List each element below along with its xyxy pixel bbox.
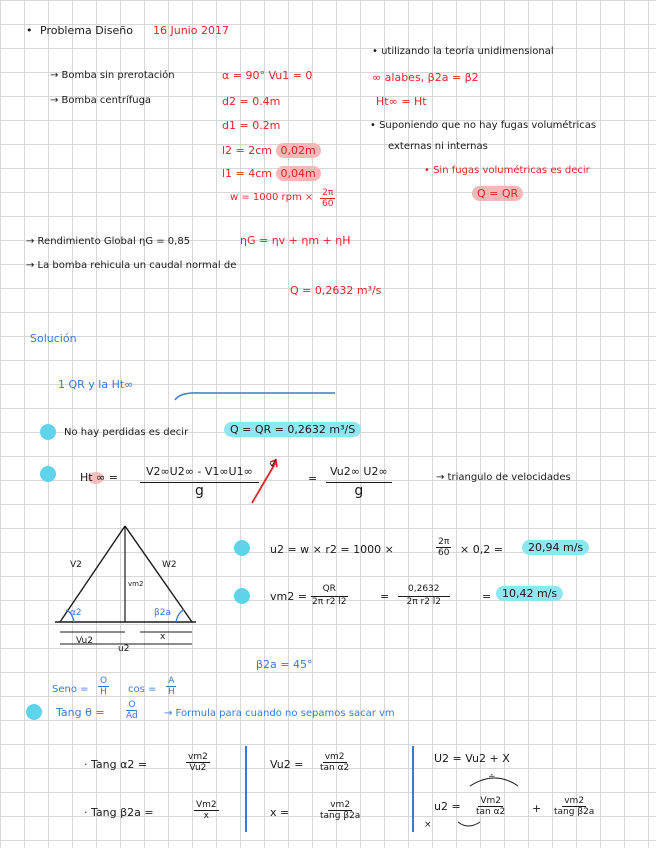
divide-sign: ÷: [488, 772, 496, 782]
l2-value: l2 = 2cm 0,02m: [222, 144, 321, 157]
u2b-fraction-2: $\frac{vm2}{\text{tang β2a}}$: [554, 796, 595, 818]
tang-alpha2-label: · Tang α2 =: [84, 758, 148, 771]
q-equals-qr: Q = QR: [472, 186, 523, 201]
tang-alpha2-fraction: $\frac{vm2}{Vu2}$: [188, 752, 208, 774]
problem-title: Problema Diseño: [40, 24, 133, 37]
tang-beta2-label: · Tang β2a =: [84, 806, 154, 819]
no-losses-highlight: Q = QR = 0,2632 m³/S: [224, 422, 361, 437]
triangle-u2: u2: [118, 644, 130, 654]
vm2-result: 10,42 m/s: [496, 586, 563, 601]
vu2-fraction: $\frac{vm2}{\text{tan α2}}$: [320, 752, 350, 774]
solution-title: Solución: [30, 332, 77, 345]
ht-fraction-1: V2∞U2∞ - V1∞U1∞ g: [140, 466, 259, 499]
bullet-dot-3: [234, 540, 250, 556]
step1-underline: [175, 393, 335, 400]
bullet-dot-4: [234, 588, 250, 604]
theory-note: • utilizando la teoría unidimensional: [372, 46, 554, 57]
alabes-note: ∞ alabes, β2a = β2: [372, 71, 479, 84]
sin-label: Seno =: [52, 684, 89, 695]
u2-sum: U2 = Vu2 + X: [434, 752, 510, 765]
bullet-dot-1: [40, 424, 56, 440]
ht-fraction-2: Vu2∞ U2∞ g: [326, 466, 392, 499]
sin-fraction: $\frac{O}{H}$: [100, 676, 108, 698]
vm2-equals: =: [380, 590, 390, 603]
triangle-v2: V2: [70, 560, 82, 570]
step-1-title: 1 QR y la Ht∞: [58, 378, 134, 391]
efficiency-formula: ηG = ηv + ηm + ηH: [240, 234, 351, 247]
no-leaks-note: • Suponiendo que no hay fugas volumétricas: [370, 120, 597, 131]
tan-label: Tang θ =: [56, 706, 105, 719]
bullet-dot-2: [40, 466, 56, 482]
beta2a-value: β2a = 45°: [256, 658, 313, 671]
u2-equation: u2 = w × r2 = 1000 ×: [270, 543, 394, 556]
triangle-beta2: β2a: [154, 608, 171, 618]
pump-no-prerotation: → Bomba sin prerotación: [50, 70, 175, 81]
triangle-x: x: [160, 632, 166, 642]
x-fraction: $\frac{vm2}{\text{tang β2a}}$: [320, 800, 361, 822]
d1-value: d1 = 0.2m: [222, 119, 281, 132]
ht-equals-2: =: [308, 472, 318, 485]
alpha1-value: α = 90° Vu1 = 0: [222, 69, 313, 82]
plus-sign: +: [532, 802, 542, 815]
u2-rest: × 0,2 =: [460, 543, 503, 556]
problem-date: 16 Junio 2017: [153, 24, 229, 37]
w-fraction: $\frac{2\pi}{60}$: [322, 188, 334, 210]
tang-beta2-fraction: $\frac{Vm2}{x}$: [196, 800, 217, 822]
vu2-label: Vu2 =: [270, 758, 304, 771]
no-leaks-note-2: externas ni internas: [388, 141, 488, 152]
w-value: w = 1000 rpm ×: [230, 192, 314, 203]
vm2-fraction-2: $\frac{0,2632}{\text{2π r2 l2}}$: [398, 584, 450, 608]
l1-meters: 0,04m: [276, 166, 321, 181]
flow-value: Q = 0,2632 m³/s: [290, 284, 382, 297]
cos-label: cos =: [128, 684, 157, 695]
cos-fraction: $\frac{A}{H}$: [168, 676, 175, 698]
triangle-w2: W2: [162, 560, 177, 570]
u2b-fraction-1: $\frac{Vm2}{\text{tan α2}}$: [476, 796, 506, 818]
l2-meters: 0,02m: [276, 143, 321, 158]
triangle-vu2: Vu2: [76, 636, 93, 646]
htinf-note: Ht∞ = Ht: [376, 95, 427, 108]
u2-result: 20,94 m/s: [522, 540, 589, 555]
l1-value: l1 = 4cm 0,04m: [222, 167, 321, 180]
triangle-alpha2: α2: [70, 608, 82, 618]
velocity-triangle: [55, 526, 196, 644]
vm2-label: vm2 =: [270, 590, 307, 603]
no-losses-text: No hay perdidas es decir: [64, 427, 189, 438]
ht-label: Ht ∞ =: [80, 471, 118, 484]
x-mult: ×: [424, 820, 432, 830]
x-label: x =: [270, 806, 290, 819]
bullet-dot-5: [26, 704, 42, 720]
d2-value: d2 = 0.4m: [222, 95, 281, 108]
tan-fraction: $\frac{O}{Ad}$: [126, 700, 138, 722]
flow-text: → La bomba rehicula un caudal normal de: [26, 260, 237, 271]
u2b-label: u2 =: [434, 800, 461, 813]
u2-fraction: $\frac{2\pi}{60}$: [438, 537, 450, 559]
header-bullet: •: [26, 24, 33, 37]
triangle-vm2: vm2: [128, 580, 144, 588]
triangle-note: → triangulo de velocidades: [436, 472, 571, 483]
vm2-fraction-1: $\frac{QR}{\text{2π r2 l2}}$: [312, 584, 347, 608]
pump-centrifugal: → Bomba centrífuga: [50, 95, 152, 106]
no-leaks-note-3: • Sin fugas volumétricas es decir: [424, 165, 590, 176]
tan-note: → Formula para cuando no sepamos sacar vm: [164, 708, 395, 719]
global-efficiency: → Rendimiento Global ηG = 0,85: [26, 236, 191, 247]
